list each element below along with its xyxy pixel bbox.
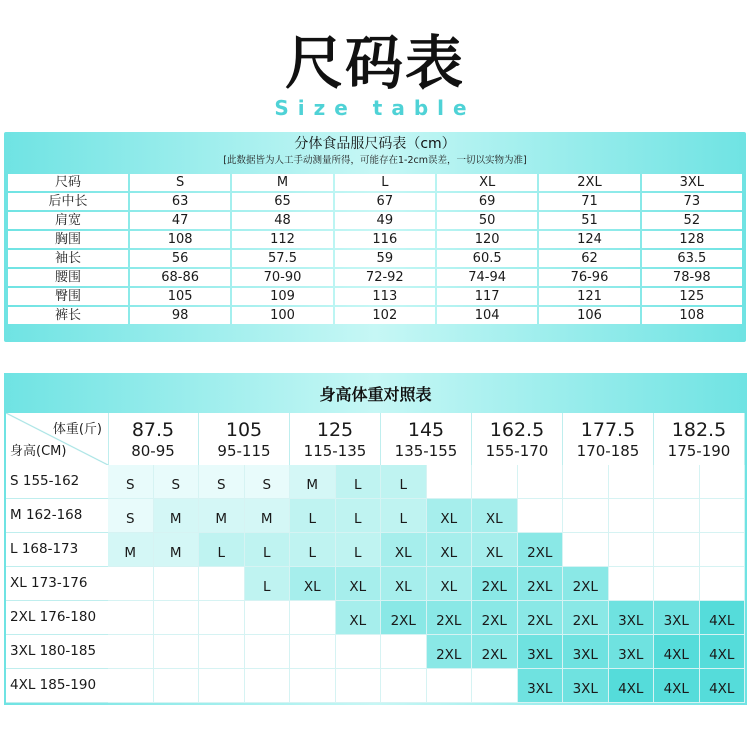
size-recommendation-cell: 4XL xyxy=(700,669,746,703)
size-recommendation-cell: 2XL xyxy=(518,533,564,567)
empty-cell xyxy=(154,669,200,703)
table-cell: 121 xyxy=(539,288,639,305)
empty-cell xyxy=(700,567,746,601)
row-label: 腰围 xyxy=(8,269,128,286)
table-cell: 105 xyxy=(130,288,230,305)
empty-cell xyxy=(381,635,427,669)
empty-cell xyxy=(245,601,291,635)
height-axis-label: 身高(CM) xyxy=(10,444,67,459)
empty-cell xyxy=(108,567,154,601)
size-table-title: 分体食品服尺码表（cm） xyxy=(294,136,456,152)
height-weight-header xyxy=(6,413,745,466)
table-cell: 72-92 xyxy=(335,269,435,286)
size-recommendation-cell: XL xyxy=(336,567,382,601)
row-label: 肩宽 xyxy=(8,212,128,229)
size-recommendation-cell: XL xyxy=(381,533,427,567)
size-table-row xyxy=(8,288,742,305)
size-recommendation-cell: S xyxy=(108,465,154,499)
table-cell: 78-98 xyxy=(642,269,742,286)
empty-cell xyxy=(199,601,245,635)
height-row-text: 4XL 185-190 xyxy=(10,677,97,693)
empty-cell xyxy=(108,669,154,703)
table-cell: 48 xyxy=(232,212,332,229)
size-recommendation-cell: 3XL xyxy=(654,601,700,635)
weight-range: 95-115 xyxy=(217,442,271,460)
empty-cell xyxy=(290,669,336,703)
size-recommendation-cell: M xyxy=(290,465,336,499)
weight-value: 177.5 xyxy=(580,419,636,441)
size-recommendation-cell: 2XL xyxy=(381,601,427,635)
height-row-label xyxy=(6,499,109,533)
empty-cell xyxy=(609,567,655,601)
size-recommendation-cell: L xyxy=(336,499,382,533)
height-row-label xyxy=(6,601,109,635)
size-recommendation-cell: XL xyxy=(427,499,473,533)
empty-cell xyxy=(154,567,200,601)
size-recommendation-cell: L xyxy=(245,533,291,567)
size-recommendation-cell: L xyxy=(245,567,291,601)
size-recommendation-cell: 4XL xyxy=(654,669,700,703)
size-recommendation-cell: S xyxy=(108,499,154,533)
size-recommendation-cell: 3XL xyxy=(518,635,564,669)
weight-range: 170-185 xyxy=(576,442,640,460)
table-cell: 56 xyxy=(130,250,230,267)
row-label: 胸围 xyxy=(8,231,128,248)
empty-cell xyxy=(472,669,518,703)
size-recommendation-cell: S xyxy=(154,465,200,499)
size-table-row xyxy=(8,307,742,324)
empty-cell xyxy=(700,533,746,567)
weight-column-header xyxy=(563,413,654,465)
weight-range: 135-155 xyxy=(394,442,458,460)
size-recommendation-cell: 3XL xyxy=(563,635,609,669)
table-cell: 60.5 xyxy=(437,250,537,267)
table-cell: 128 xyxy=(642,231,742,248)
weight-range: 175-190 xyxy=(667,442,731,460)
height-row-text: XL 173-176 xyxy=(10,575,88,591)
size-table-row xyxy=(8,193,742,210)
size-recommendation-cell: 2XL xyxy=(563,601,609,635)
row-label: 臀围 xyxy=(8,288,128,305)
table-cell: 3XL xyxy=(642,174,742,191)
table-cell: 67 xyxy=(335,193,435,210)
empty-cell xyxy=(472,465,518,499)
empty-cell xyxy=(290,635,336,669)
size-recommendation-cell: L xyxy=(336,465,382,499)
empty-cell xyxy=(154,635,200,669)
table-cell: 102 xyxy=(335,307,435,324)
empty-cell xyxy=(336,635,382,669)
empty-cell xyxy=(654,499,700,533)
weight-range: 155-170 xyxy=(485,442,549,460)
table-cell: 68-86 xyxy=(130,269,230,286)
size-recommendation-cell: M xyxy=(245,499,291,533)
size-recommendation-cell: L xyxy=(290,533,336,567)
size-table-grid xyxy=(6,172,744,326)
empty-cell xyxy=(427,465,473,499)
table-cell: 47 xyxy=(130,212,230,229)
empty-cell xyxy=(654,533,700,567)
table-cell: 69 xyxy=(437,193,537,210)
empty-cell xyxy=(336,669,382,703)
height-weight-grid xyxy=(6,413,745,703)
size-recommendation-cell: 2XL xyxy=(472,567,518,601)
size-table-header xyxy=(4,132,746,172)
empty-cell xyxy=(654,465,700,499)
row-label: 裤长 xyxy=(8,307,128,324)
empty-cell xyxy=(199,567,245,601)
table-cell: M xyxy=(232,174,332,191)
table-cell: 109 xyxy=(232,288,332,305)
empty-cell xyxy=(199,669,245,703)
weight-range: 115-135 xyxy=(303,442,367,460)
empty-cell xyxy=(427,669,473,703)
table-cell: 100 xyxy=(232,307,332,324)
size-recommendation-cell: XL xyxy=(472,533,518,567)
height-row-text: L 168-173 xyxy=(10,541,79,557)
size-recommendation-cell: M xyxy=(154,533,200,567)
empty-cell xyxy=(290,601,336,635)
table-cell: 73 xyxy=(642,193,742,210)
table-cell: 65 xyxy=(232,193,332,210)
table-cell: 108 xyxy=(642,307,742,324)
table-cell: 116 xyxy=(335,231,435,248)
empty-cell xyxy=(518,465,564,499)
size-recommendation-cell: XL xyxy=(336,601,382,635)
table-cell: 113 xyxy=(335,288,435,305)
height-row-text: 3XL 180-185 xyxy=(10,643,97,659)
empty-cell xyxy=(563,499,609,533)
table-cell: 112 xyxy=(232,231,332,248)
empty-cell xyxy=(154,601,200,635)
size-recommendation-cell: 2XL xyxy=(472,601,518,635)
size-recommendation-cell: 3XL xyxy=(563,669,609,703)
weight-value: 145 xyxy=(407,419,445,441)
table-cell: 52 xyxy=(642,212,742,229)
size-recommendation-cell: 3XL xyxy=(609,635,655,669)
weight-column-header xyxy=(199,413,290,465)
size-recommendation-cell: 4XL xyxy=(700,635,746,669)
row-label: 袖长 xyxy=(8,250,128,267)
table-cell: 104 xyxy=(437,307,537,324)
size-recommendation-cell: XL xyxy=(290,567,336,601)
weight-column-header xyxy=(290,413,381,465)
empty-cell xyxy=(108,635,154,669)
corner-cell xyxy=(6,413,109,465)
table-cell: 70-90 xyxy=(232,269,332,286)
table-cell: 74-94 xyxy=(437,269,537,286)
empty-cell xyxy=(563,533,609,567)
size-table-row xyxy=(8,212,742,229)
empty-cell xyxy=(609,465,655,499)
table-cell: 59 xyxy=(335,250,435,267)
size-recommendation-cell: 3XL xyxy=(609,601,655,635)
height-row-label xyxy=(6,567,109,601)
empty-cell xyxy=(700,499,746,533)
weight-range: 80-95 xyxy=(131,442,175,460)
height-row-label xyxy=(6,533,109,567)
table-cell: 117 xyxy=(437,288,537,305)
size-recommendation-cell: 2XL xyxy=(518,601,564,635)
empty-cell xyxy=(609,533,655,567)
table-cell: 98 xyxy=(130,307,230,324)
row-label: 后中长 xyxy=(8,193,128,210)
empty-cell xyxy=(563,465,609,499)
weight-column-header xyxy=(381,413,472,465)
table-cell: XL xyxy=(437,174,537,191)
empty-cell xyxy=(245,669,291,703)
table-cell: 62 xyxy=(539,250,639,267)
size-recommendation-cell: 4XL xyxy=(654,635,700,669)
weight-value: 125 xyxy=(316,419,354,441)
size-table xyxy=(4,132,746,342)
empty-cell xyxy=(700,465,746,499)
weight-value: 182.5 xyxy=(671,419,727,441)
table-cell: 76-96 xyxy=(539,269,639,286)
size-recommendation-cell: 4XL xyxy=(609,669,655,703)
table-cell: 71 xyxy=(539,193,639,210)
size-recommendation-cell: 2XL xyxy=(472,635,518,669)
table-cell: L xyxy=(335,174,435,191)
table-cell: 50 xyxy=(437,212,537,229)
size-recommendation-cell: 3XL xyxy=(518,669,564,703)
table-cell: 108 xyxy=(130,231,230,248)
size-recommendation-cell: S xyxy=(245,465,291,499)
table-cell: 2XL xyxy=(539,174,639,191)
empty-cell xyxy=(199,635,245,669)
table-cell: 63.5 xyxy=(642,250,742,267)
size-recommendation-cell: XL xyxy=(427,533,473,567)
height-row-label xyxy=(6,669,109,703)
size-table-row xyxy=(8,250,742,267)
height-row-label xyxy=(6,635,109,669)
size-recommendation-cell: 2XL xyxy=(563,567,609,601)
row-label: 尺码 xyxy=(8,174,128,191)
size-recommendation-cell: M xyxy=(199,499,245,533)
table-cell: 63 xyxy=(130,193,230,210)
size-recommendation-cell: M xyxy=(154,499,200,533)
size-table-row xyxy=(8,269,742,286)
empty-cell xyxy=(609,499,655,533)
height-row-label xyxy=(6,465,109,499)
table-cell: 49 xyxy=(335,212,435,229)
empty-cell xyxy=(381,669,427,703)
size-table-note: [此数据皆为人工手动测量所得，可能存在1-2cm误差，一切以实物为准] xyxy=(223,155,527,166)
weight-value: 105 xyxy=(225,419,263,441)
height-row-text: 2XL 176-180 xyxy=(10,609,97,625)
table-cell: 120 xyxy=(437,231,537,248)
size-recommendation-cell: L xyxy=(381,465,427,499)
empty-cell xyxy=(518,499,564,533)
empty-cell xyxy=(108,601,154,635)
page-title: 尺码表 xyxy=(284,29,465,97)
size-table-row xyxy=(8,231,742,248)
weight-column-header xyxy=(472,413,563,465)
height-weight-title: 身高体重对照表 xyxy=(319,385,432,404)
size-recommendation-cell: XL xyxy=(427,567,473,601)
weight-column-header xyxy=(654,413,745,465)
page-subtitle: Size table xyxy=(274,96,476,120)
weight-axis-label: 体重(斤) xyxy=(52,422,102,437)
size-recommendation-cell: L xyxy=(290,499,336,533)
table-cell: 124 xyxy=(539,231,639,248)
size-recommendation-cell: XL xyxy=(381,567,427,601)
size-recommendation-cell: 4XL xyxy=(700,601,746,635)
empty-cell xyxy=(245,635,291,669)
size-table-header-row xyxy=(8,174,742,191)
weight-value: 87.5 xyxy=(131,419,175,441)
empty-cell xyxy=(654,567,700,601)
size-recommendation-cell: 2XL xyxy=(518,567,564,601)
table-cell: S xyxy=(130,174,230,191)
table-cell: 57.5 xyxy=(232,250,332,267)
size-recommendation-cell: M xyxy=(108,533,154,567)
size-recommendation-cell: S xyxy=(199,465,245,499)
height-row-text: S 155-162 xyxy=(10,473,80,489)
height-row-text: M 162-168 xyxy=(10,507,83,523)
size-recommendation-cell: 2XL xyxy=(427,635,473,669)
height-weight-table xyxy=(4,373,747,705)
table-cell: 51 xyxy=(539,212,639,229)
table-cell: 106 xyxy=(539,307,639,324)
table-cell: 125 xyxy=(642,288,742,305)
weight-value: 162.5 xyxy=(489,419,545,441)
size-recommendation-cell: 2XL xyxy=(427,601,473,635)
size-recommendation-cell: XL xyxy=(472,499,518,533)
size-recommendation-cell: L xyxy=(381,499,427,533)
size-recommendation-cell: L xyxy=(199,533,245,567)
weight-column-header xyxy=(108,413,199,465)
size-recommendation-cell: L xyxy=(336,533,382,567)
